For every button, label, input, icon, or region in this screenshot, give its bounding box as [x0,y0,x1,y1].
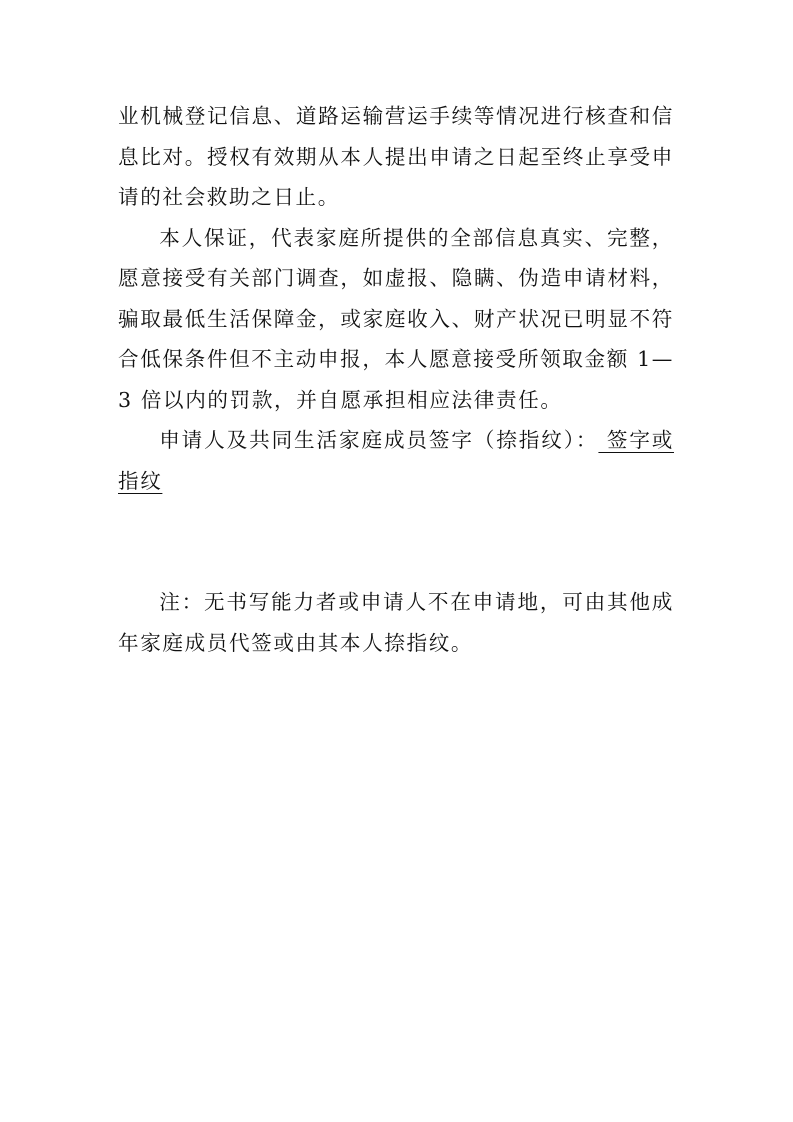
signature-line [118,420,674,501]
document-body [118,96,674,663]
spacer [118,501,674,582]
paragraph-guarantee: 本人保证，代表家庭所提供的全部信息真实、完整，愿意接受有关部门调查，如虚报、隐瞒、伪造申请材料，骗取最低生活保障金，或家庭收入、财产状况已明显不符合低保条件但不主动申报，本人愿意接受所领取金额 1—3 倍以内的罚款，并自愿承担相应法律责任。 [118,225,674,412]
signature-field[interactable]: 签字或指纹 [118,428,674,493]
note-paragraph: 注：无书写能力者或申请人不在申请地，可由其他成年家庭成员代签或由其本人捺指纹。 [118,590,674,655]
paragraph-authorization-continued: 业机械登记信息、道路运输营运手续等情况进行核查和信息比对。授权有效期从本人提出申请之日起至终止享受申请的社会救助之日止。 [118,104,674,209]
signature-prompt: 申请人及共同生活家庭成员签字（捺指纹）： [159,428,599,452]
